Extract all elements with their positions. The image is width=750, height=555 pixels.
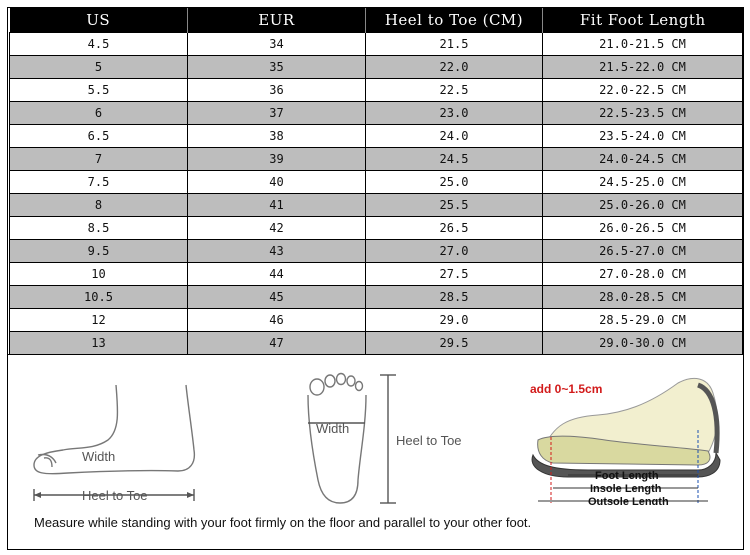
add-allowance-label: add 0~1.5cm bbox=[530, 382, 603, 396]
cell-fit-foot-length: 26.5-27.0 CM bbox=[543, 240, 743, 263]
cell-fit-foot-length: 21.5-22.0 CM bbox=[543, 56, 743, 79]
cell-us: 12 bbox=[10, 309, 188, 332]
header-us: US bbox=[10, 8, 188, 33]
cell-us: 10.5 bbox=[10, 286, 188, 309]
cell-fit-foot-length: 26.0-26.5 CM bbox=[543, 217, 743, 240]
side-foot-illustration bbox=[34, 385, 194, 501]
cell-fit-foot-length: 24.0-24.5 CM bbox=[543, 148, 743, 171]
cell-heel-to-toe: 29.5 bbox=[366, 332, 543, 355]
table-row bbox=[10, 33, 743, 56]
cell-heel-to-toe: 27.0 bbox=[366, 240, 543, 263]
cell-fit-foot-length: 24.5-25.0 CM bbox=[543, 171, 743, 194]
table-row bbox=[10, 309, 743, 332]
cell-heel-to-toe: 28.5 bbox=[366, 286, 543, 309]
table-row bbox=[10, 217, 743, 240]
cell-heel-to-toe: 29.0 bbox=[366, 309, 543, 332]
table-row bbox=[10, 125, 743, 148]
header-eur: EUR bbox=[188, 8, 366, 33]
cell-heel-to-toe: 22.5 bbox=[366, 79, 543, 102]
table-row bbox=[10, 148, 743, 171]
table-row bbox=[10, 102, 743, 125]
cell-us: 7.5 bbox=[10, 171, 188, 194]
cell-us: 5.5 bbox=[10, 79, 188, 102]
cell-fit-foot-length: 25.0-26.0 CM bbox=[543, 194, 743, 217]
cell-us: 8.5 bbox=[10, 217, 188, 240]
cell-eur: 47 bbox=[188, 332, 366, 355]
cell-heel-to-toe: 24.0 bbox=[366, 125, 543, 148]
table-row bbox=[10, 240, 743, 263]
measurement-caption: Measure while standing with your foot firmly on the floor and parallel to your other foot. bbox=[34, 515, 532, 530]
cell-us: 10 bbox=[10, 263, 188, 286]
cell-fit-foot-length: 28.0-28.5 CM bbox=[543, 286, 743, 309]
measurement-diagram bbox=[8, 354, 743, 550]
cell-eur: 34 bbox=[188, 33, 366, 56]
outsole-length-label: Outsole Length bbox=[588, 496, 669, 505]
cell-eur: 46 bbox=[188, 309, 366, 332]
cell-eur: 36 bbox=[188, 79, 366, 102]
cell-eur: 44 bbox=[188, 263, 366, 286]
cell-eur: 43 bbox=[188, 240, 366, 263]
table-row bbox=[10, 263, 743, 286]
cell-heel-to-toe: 21.5 bbox=[366, 33, 543, 56]
table-row bbox=[10, 286, 743, 309]
cell-eur: 41 bbox=[188, 194, 366, 217]
cell-fit-foot-length: 21.0-21.5 CM bbox=[543, 33, 743, 56]
cell-us: 5 bbox=[10, 56, 188, 79]
header-heel-to-toe: Heel to Toe (CM) bbox=[366, 8, 543, 33]
table-row bbox=[10, 194, 743, 217]
cell-heel-to-toe: 25.0 bbox=[366, 171, 543, 194]
cell-fit-foot-length: 22.5-23.5 CM bbox=[543, 102, 743, 125]
cell-fit-foot-length: 22.0-22.5 CM bbox=[543, 79, 743, 102]
cell-eur: 37 bbox=[188, 102, 366, 125]
foot-length-label: Foot Length bbox=[595, 470, 659, 482]
cell-heel-to-toe: 24.5 bbox=[366, 148, 543, 171]
table-header-row bbox=[10, 8, 743, 33]
cell-heel-to-toe: 25.5 bbox=[366, 194, 543, 217]
insole-length-label: Insole Length bbox=[590, 483, 662, 495]
cell-fit-foot-length: 23.5-24.0 CM bbox=[543, 125, 743, 148]
top-width-label: Width bbox=[316, 421, 350, 436]
cell-us: 13 bbox=[10, 332, 188, 355]
diagram-illustrations bbox=[8, 355, 743, 505]
cell-us: 7 bbox=[10, 148, 188, 171]
cell-us: 9.5 bbox=[10, 240, 188, 263]
table-row bbox=[10, 171, 743, 194]
cell-fit-foot-length: 29.0-30.0 CM bbox=[543, 332, 743, 355]
cell-us: 6 bbox=[10, 102, 188, 125]
table-row bbox=[10, 56, 743, 79]
size-table bbox=[9, 8, 743, 355]
cell-heel-to-toe: 27.5 bbox=[366, 263, 543, 286]
cell-us: 8 bbox=[10, 194, 188, 217]
cell-us: 6.5 bbox=[10, 125, 188, 148]
table-row bbox=[10, 332, 743, 355]
cell-us: 4.5 bbox=[10, 33, 188, 56]
cell-heel-to-toe: 23.0 bbox=[366, 102, 543, 125]
cell-eur: 40 bbox=[188, 171, 366, 194]
cell-eur: 39 bbox=[188, 148, 366, 171]
cell-fit-foot-length: 27.0-28.0 CM bbox=[543, 263, 743, 286]
cell-heel-to-toe: 26.5 bbox=[366, 217, 543, 240]
top-foot-illustration bbox=[308, 374, 396, 504]
size-chart bbox=[7, 7, 744, 550]
top-length-label: Heel to Toe bbox=[396, 433, 462, 448]
side-length-label: Heel to Toe bbox=[82, 488, 148, 503]
side-width-label: Width bbox=[82, 449, 116, 464]
cell-eur: 45 bbox=[188, 286, 366, 309]
cell-heel-to-toe: 22.0 bbox=[366, 56, 543, 79]
cell-fit-foot-length: 28.5-29.0 CM bbox=[543, 309, 743, 332]
cell-eur: 38 bbox=[188, 125, 366, 148]
cell-eur: 42 bbox=[188, 217, 366, 240]
header-fit-foot-length: Fit Foot Length bbox=[543, 8, 743, 33]
cell-eur: 35 bbox=[188, 56, 366, 79]
table-row bbox=[10, 79, 743, 102]
